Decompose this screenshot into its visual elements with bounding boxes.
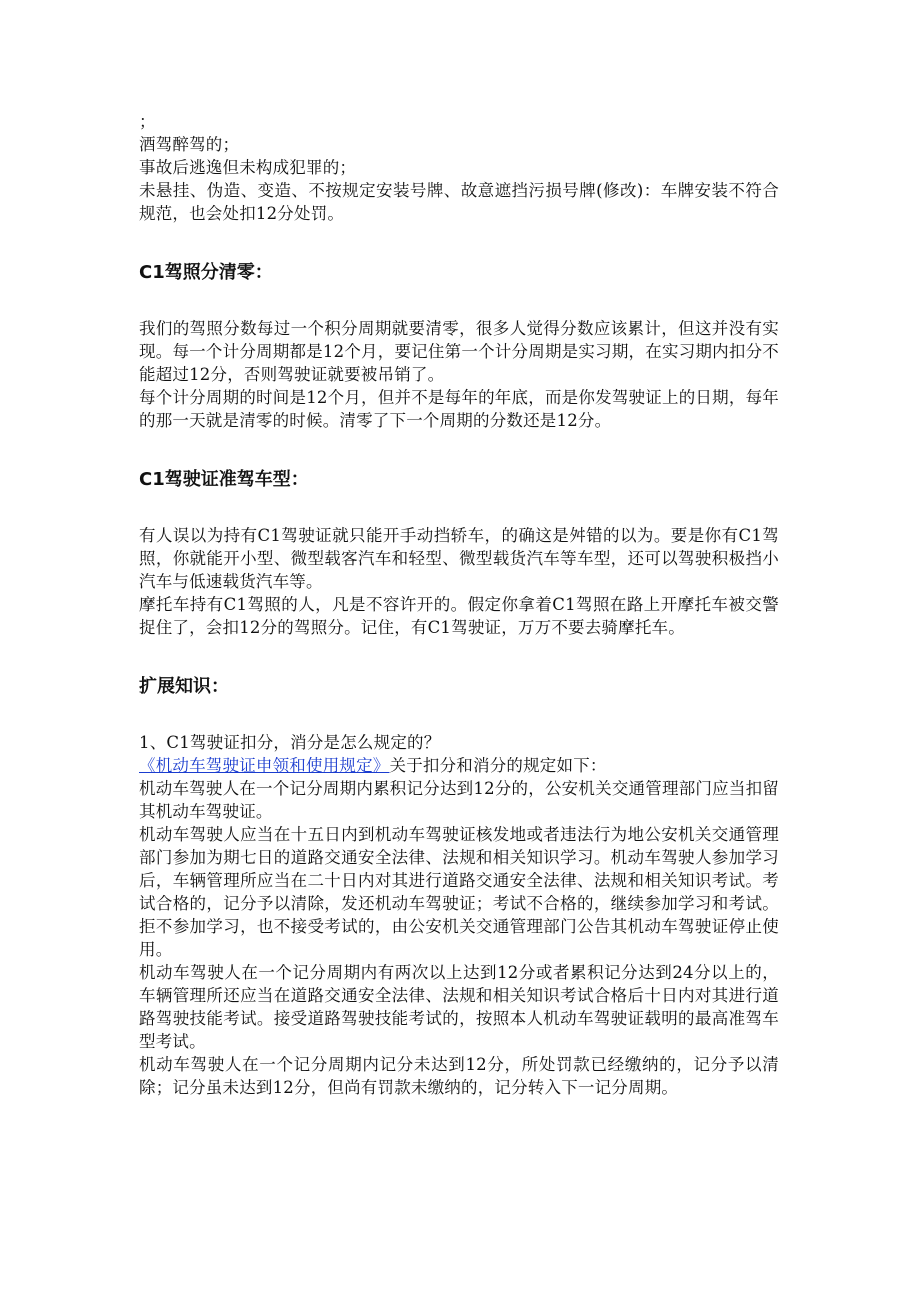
extended-question: 1、C1驾驶证扣分，消分是怎么规定的？ (139, 733, 441, 752)
spacer (139, 285, 779, 317)
spacer (139, 432, 779, 468)
extended-paragraph-3: 机动车驾驶人在一个记分周期内有两次以上达到12分或者累积记分达到24分以上的，车辆管理所还应当在道路交通安全法律、法规和相关知识考试合格后十日内对其进行道路驾驶技能考试。接受道路驾驶技能考试的，按照本人机动车驾驶证载明的最高准驾车型考试。 (139, 963, 779, 1051)
spacer (139, 492, 779, 524)
heading-clear-points: C1驾照分清零： (139, 262, 273, 283)
clear-paragraph-1: 我们的驾照分数每过一个积分周期就要清零，很多人觉得分数应该累计，但这并没有实现。每一个计分周期都是12个月，要记住第一个计分周期是实习期，在实习期内扣分不能超过12分，否则驾驶证就要被吊销了。 (139, 319, 779, 384)
vehicle-paragraph-1: 有人误以为持有C1驾驶证就只能开手动挡轿车，的确这是舛错的以为。要是你有C1驾照，你就能开小型、微型载客汽车和轻型、微型载货汽车等车型，还可以驾驶积极挡小汽车与低速载货汽车等。 (139, 526, 779, 591)
reference-suffix: 关于扣分和消分的规定如下： (389, 756, 607, 775)
regulation-link[interactable]: 《机动车驾驶证申领和使用规定》 (139, 756, 390, 775)
spacer (139, 225, 779, 261)
extended-paragraph-2: 机动车驾驶人应当在十五日内到机动车驾驶证核发地或者违法行为地公安机关交通管理部门参加为期七日的道路交通安全法律、法规和相关知识学习。机动车驾驶人参加学习后，车辆管理所应当在二十日内对其进行道路交通安全法律、法规和相关知识考试。考试合格的，记分予以清除，发还机动车驾驶证；考试不合格的，继续参加学习和考试。拒不参加学习，也不接受考试的，由公安机关交通管理部门公告其机动车驾驶证停止使用。 (139, 825, 779, 959)
intro-line-2: 酒驾醉驾的； (139, 135, 240, 154)
heading-vehicle-types: C1驾驶证准驾车型： (139, 469, 309, 490)
document-page (139, 110, 779, 1099)
extended-paragraph-1: 机动车驾驶人在一个记分周期内累积记分达到12分的，公安机关交通管理部门应当扣留其机动车驾驶证。 (139, 779, 779, 821)
heading-extended-knowledge: 扩展知识： (139, 676, 229, 697)
intro-line-1: ； (139, 112, 156, 131)
intro-line-4: 未悬挂、伪造、变造、不按规定安装号牌、故意遮挡污损号牌(修改)：车牌安装不符合规范，也会处扣12分处罚。 (139, 181, 779, 223)
intro-line-3: 事故后逃逸但未构成犯罪的； (139, 158, 357, 177)
spacer (139, 639, 779, 675)
vehicle-paragraph-2: 摩托车持有C1驾照的人，凡是不容许开的。假定你拿着C1驾照在路上开摩托车被交警捉住了，会扣12分的驾照分。记住，有C1驾驶证，万万不要去骑摩托车。 (139, 595, 779, 637)
spacer (139, 699, 779, 731)
extended-reference-line (139, 754, 779, 777)
extended-paragraph-4: 机动车驾驶人在一个记分周期内记分未达到12分，所处罚款已经缴纳的，记分予以清除；记分虽未达到12分，但尚有罚款未缴纳的，记分转入下一记分周期。 (139, 1055, 779, 1097)
clear-paragraph-2: 每个计分周期的时间是12个月，但并不是每年的年底，而是你发驾驶证上的日期，每年的那一天就是清零的时候。清零了下一个周期的分数还是12分。 (139, 388, 779, 430)
